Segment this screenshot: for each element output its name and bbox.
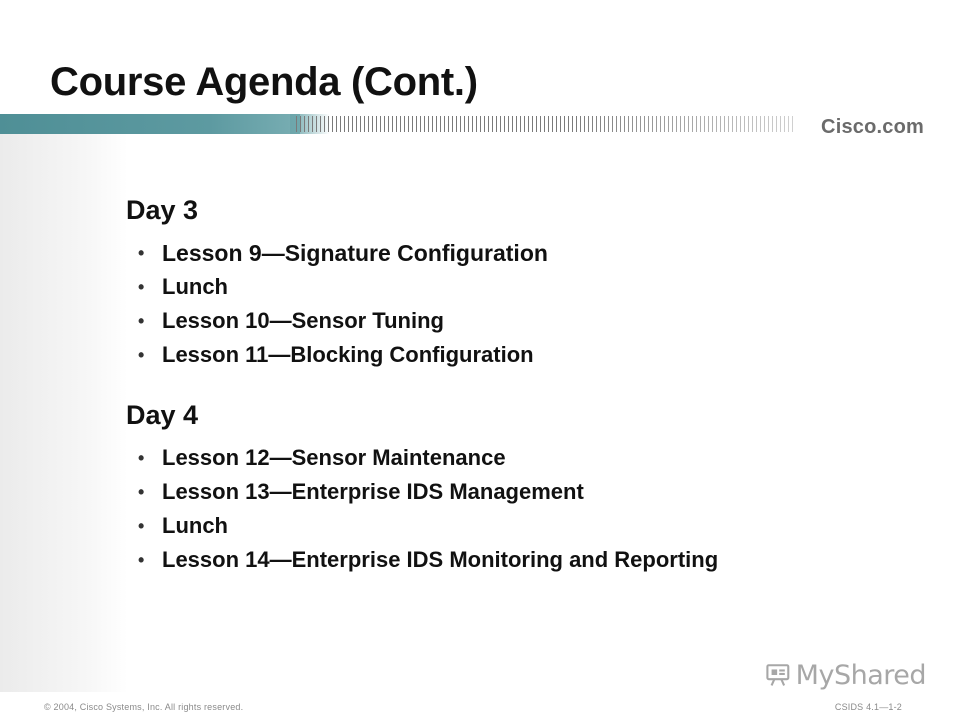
footer-slide-code: CSIDS 4.1—1-2 <box>834 702 902 712</box>
watermark-text: MyShared <box>795 659 926 691</box>
day-block-3 <box>126 195 718 372</box>
agenda-item <box>136 236 718 270</box>
title-bar-stripes <box>296 116 796 132</box>
agenda-item-label: Lesson 14—Enterprise IDS Monitoring and Reporting <box>162 547 719 572</box>
bullet-icon: • <box>138 482 145 502</box>
agenda-item <box>136 475 718 509</box>
agenda-item-label: Lunch <box>162 513 228 538</box>
brand-label: Cisco.com <box>821 116 924 138</box>
agenda-item-label: Lesson 12—Sensor Maintenance <box>162 445 506 470</box>
bullet-icon: • <box>138 311 145 331</box>
agenda-item <box>136 509 718 543</box>
agenda-list <box>126 236 718 372</box>
agenda-item <box>136 441 718 475</box>
agenda-item <box>136 338 718 372</box>
bullet-icon: • <box>138 243 145 263</box>
agenda-item <box>136 270 718 304</box>
presentation-icon <box>766 658 790 692</box>
day-heading: Day 4 <box>126 400 199 430</box>
bullet-icon: • <box>138 277 145 297</box>
slide-title: Course Agenda (Cont.) <box>50 60 478 104</box>
watermark <box>766 656 926 694</box>
agenda-item-label: Lesson 13—Enterprise IDS Management <box>162 479 584 504</box>
footer-copyright: © 2004, Cisco Systems, Inc. All rights reserved. <box>44 702 244 712</box>
agenda-item-label: Lesson 11—Blocking Configuration <box>162 342 534 367</box>
day-block-4 <box>126 400 718 577</box>
bullet-icon: • <box>138 448 145 468</box>
bullet-icon: • <box>138 550 145 570</box>
agenda-item <box>136 304 718 338</box>
bullet-icon: • <box>138 345 145 365</box>
agenda-item-label: Lunch <box>162 274 228 299</box>
agenda-item <box>136 543 718 577</box>
day-heading: Day 3 <box>126 195 199 225</box>
title-bar <box>0 114 960 134</box>
agenda-item-label: Lesson 10—Sensor Tuning <box>162 308 444 333</box>
agenda-list <box>126 441 718 577</box>
agenda-content <box>126 195 718 577</box>
bullet-icon: • <box>138 516 145 536</box>
agenda-item-label: Lesson 9—Signature Configuration <box>162 240 548 266</box>
title-bar-teal-band <box>0 114 300 134</box>
side-shade <box>0 132 128 692</box>
